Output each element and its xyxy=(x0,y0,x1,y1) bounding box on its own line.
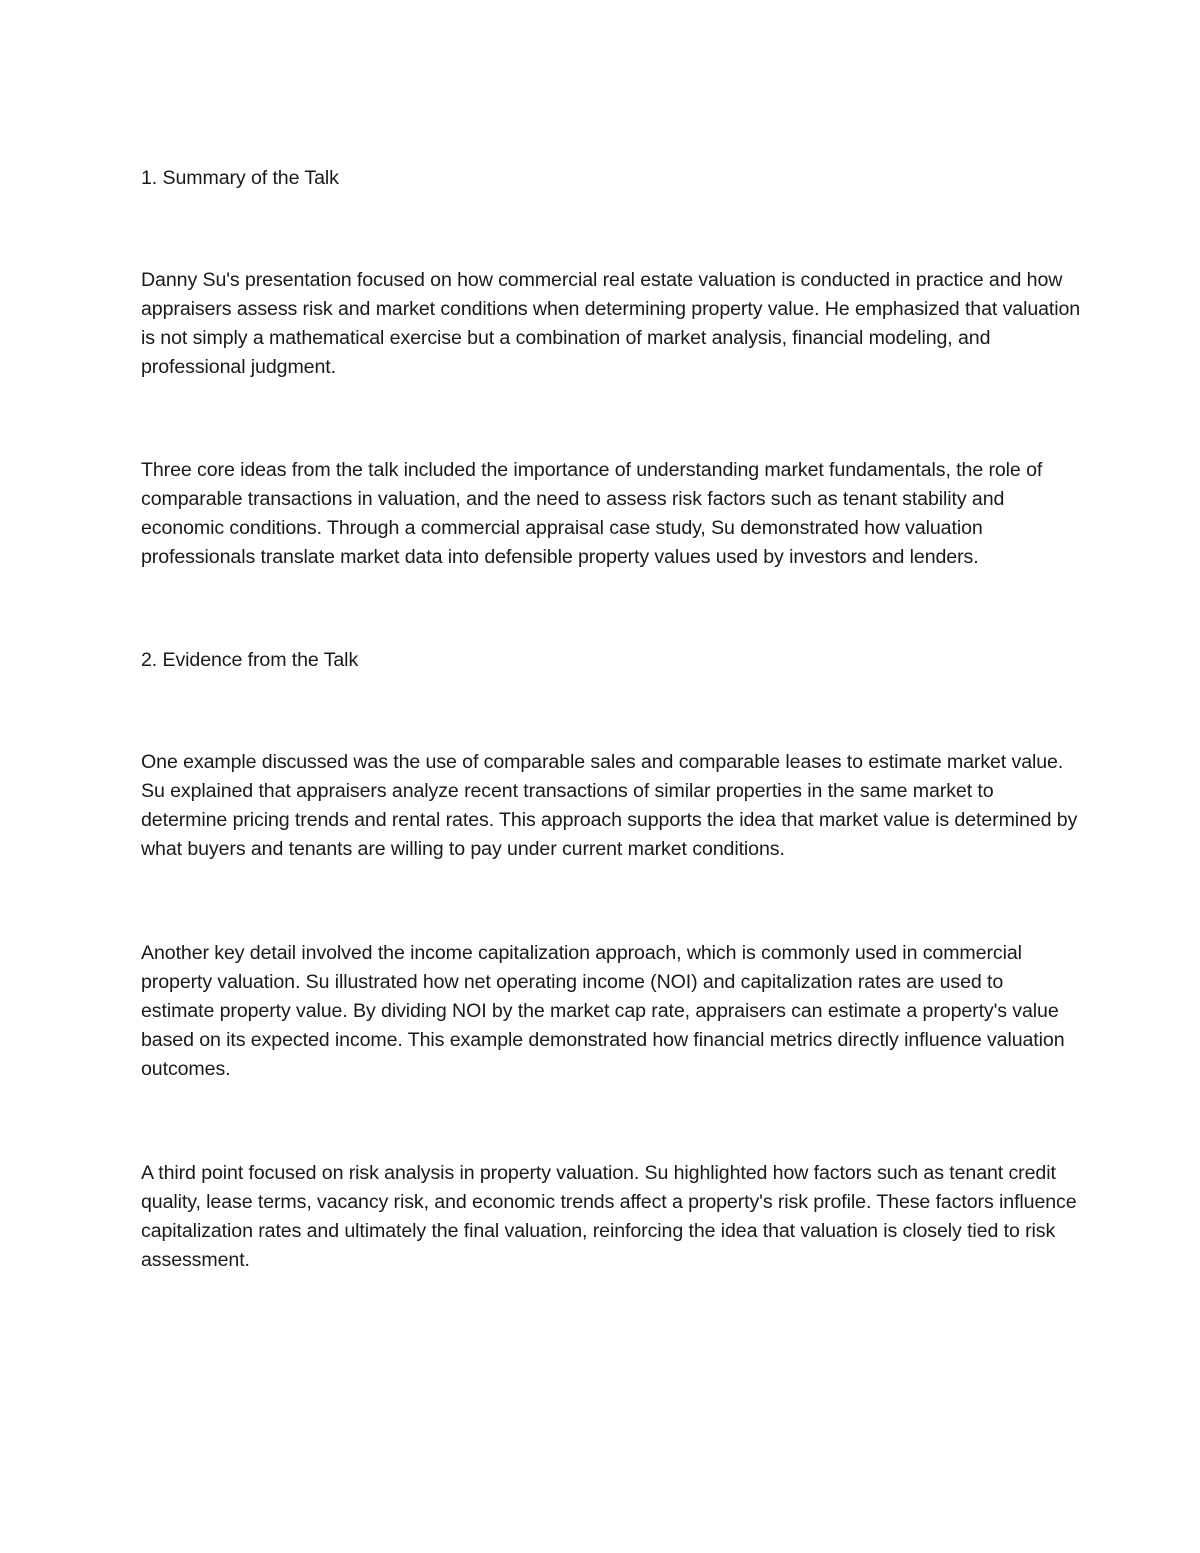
spacer xyxy=(141,382,1081,456)
paragraph-evidence-1: One example discussed was the use of comparable sales and comparable leases to estimate market value. Su explained that appraisers analyze recent transactions of similar properties in the same market to determine pricing trends and rental rates. This approach supports the idea that market value is determined by what buyers and tenants are willing to pay under current market conditions. xyxy=(141,751,1078,860)
spacer xyxy=(141,864,1081,939)
paragraph-evidence-2: Another key detail involved the income capitalization approach, which is commonly used in commercial property valuation. Su illustrated how net operating income (NOI) and capitalization rates are used to estimate property value. By dividing NOI by the market cap rate, appraisers can estimate a property's value based on its expected income. This example demonstrated how financial metrics directly influence valuation outcomes. xyxy=(141,942,1065,1080)
spacer xyxy=(141,193,1081,266)
paragraph-summary-2: Three core ideas from the talk included the importance of understanding market fundamentals, the role of comparable transactions in valuation, and the need to assess risk factors such as tenant stability and economic conditions. Through a commercial appraisal case study, Su demonstrated how valuation professionals translate market data into defensible property values used by investors and lenders. xyxy=(141,459,1043,568)
document-body xyxy=(141,164,1081,1275)
spacer xyxy=(141,572,1081,646)
spacer xyxy=(141,675,1081,748)
paragraph-evidence-3: A third point focused on risk analysis in property valuation. Su highlighted how factors such as tenant credit quality, lease terms, vacancy risk, and economic trends affect a property's risk profile. These factors influence capitalization rates and ultimately the final valuation, reinforcing the idea that valuation is closely tied to risk assessment. xyxy=(141,1162,1077,1271)
spacer xyxy=(141,1084,1081,1159)
paragraph-summary-1: Danny Su's presentation focused on how commercial real estate valuation is conducted in practice and how appraisers assess risk and market conditions when determining property value. He emphasized that valuation is not simply a mathematical exercise but a combination of market analysis, financial modeling, and professional judgment. xyxy=(141,269,1081,378)
section-heading-summary: 1. Summary of the Talk xyxy=(141,167,339,189)
section-heading-evidence: 2. Evidence from the Talk xyxy=(141,649,359,671)
